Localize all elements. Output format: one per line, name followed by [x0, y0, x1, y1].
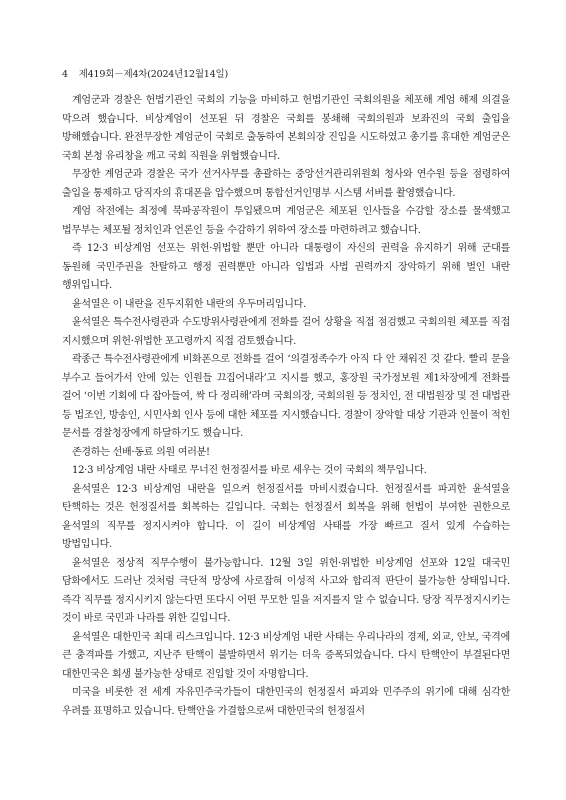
paragraph: 무장한 계엄군과 경찰은 국가 선거사무를 총괄하는 중앙선거관리위원회 청사와 연수원 등을 점령하여 출입을 통제하고 당직자의 휴대폰을 압수했으며 통합선거인명부 시스템 서버를 촬영했습니다.	[62, 169, 510, 199]
paragraph-salutation: 존경하는 선배·동료 의원 여러분!	[72, 446, 210, 458]
paragraph: 윤석열은 정상적 직무수행이 불가능합니다. 12월 3일 위헌·위법한 비상계엄 선포와 12일 대국민 담화에서도 드러난 것처럼 극단적 망상에 사로잡혀 이성적 사고와 합리적 판단이 불가능한 상태입니다. 즉각 직무를 정지시키지 않는다면 또다시 어떤 무모한 일을 저지를지 알 수 없습니다. 당장 직무정지시키는 것이 바로 국민과 나라를 위한 길입니다.	[62, 557, 510, 624]
speech-body	[62, 92, 510, 721]
paragraph: 계엄 작전에는 최정예 북파공작원이 투입됐으며 계엄군은 체포된 인사들을 수감할 장소를 물색했고 법무부는 체포될 정치인과 언론인 등을 수감하기 위하여 장소를 마련하려고 했습니다.	[62, 206, 510, 236]
paragraph: 윤석열은 특수전사령관과 수도방위사령관에게 전화를 걸어 상황을 직접 점검했고 국회의원 체포를 직접 지시했으며 위헌·위법한 포고령까지 직접 검토했습니다.	[62, 317, 510, 347]
paragraph: 계엄군과 경찰은 헌법기관인 국회의 기능을 마비하고 헌법기관인 국회의원을 체포해 계엄 해제 의결을 막으려 했습니다. 비상계엄이 선포된 뒤 경찰은 국회를 봉쇄해 국회의원과 보좌진의 국회 출입을 방해했습니다. 완전무장한 계엄군이 국회로 출동하여 본회의장 진입을 시도하였고 총기를 휴대한 계엄군은 국회 본청 유리창을 깨고 국회 직원을 위협했습니다.	[62, 95, 510, 162]
paragraph: 윤석열은 이 내란을 진두지휘한 내란의 우두머리입니다.	[72, 298, 307, 310]
paragraph: 즉 12·3 비상계엄 선포는 위헌·위법할 뿐만 아니라 대통령이 자신의 권력을 유지하기 위해 군대를 동원해 국민주권을 찬탈하고 행정 권력뿐만 아니라 입법과 사법 권력까지 장악하기 위해 벌인 내란 행위입니다.	[62, 243, 510, 291]
paragraph: 윤석열은 12·3 비상계엄 내란을 일으켜 헌정질서를 마비시켰습니다. 헌정질서를 파괴한 윤석열을 탄핵하는 것은 헌정질서를 회복하는 길입니다. 국회는 헌정질서 회복을 위해 헌법이 부여한 권한으로 윤석열의 직무를 정지시켜야 합니다. 이 길이 비상계엄 사태를 가장 빠르고 질서 있게 수습하는 방법입니다.	[62, 483, 510, 550]
page-header	[62, 66, 228, 80]
paragraph: 미국을 비롯한 전 세계 자유민주국가들이 대한민국의 헌정질서 파괴와 민주주의 위기에 대해 심각한 우려를 표명하고 있습니다. 탄핵안을 가결함으로써 대한민국의 헌정질서	[62, 687, 510, 717]
paragraph: 윤석열은 대한민국 최대 리스크입니다. 12·3 비상계엄 내란 사태는 우리나라의 경제, 외교, 안보, 국격에 큰 충격파를 가했고, 지난주 탄핵이 불발하면서 위기는 더욱 증폭되었습니다. 다시 탄핵안이 부결된다면 대한민국은 회생 불가능한 상태로 진입할 것이 자명합니다.	[62, 631, 510, 680]
page-number: 4	[62, 69, 68, 80]
paragraph: 곽종근 특수전사령관에게 비화폰으로 전화를 걸어 ‘의결정족수가 아직 다 안 채워진 것 같다. 빨리 문을 부수고 들어가서 안에 있는 인원들 끄집어내라’고 지시를 했고, 홍장원 국가정보원 제1차장에게 전화를 걸어 ‘이번 기회에 다 잡아들여, 싹 다 정리해’라며 국회의장, 국회의원 등 정치인, 전 대법원장 및 전 대법관 등 법조인, 방송인, 시민사회 인사 등에 대한 체포를 지시했습니다. 경찰이 장악할 대상 기관과 인물이 적힌 문서를 경찰청장에게 하달하기도 했습니다.	[62, 354, 510, 439]
session-issue-label: 제419회－제4차(2024년12월14일)	[78, 69, 228, 80]
paragraph: 12·3 비상계엄 내란 사태로 무너진 헌정질서를 바로 세우는 것이 국회의 책무입니다.	[72, 465, 427, 476]
